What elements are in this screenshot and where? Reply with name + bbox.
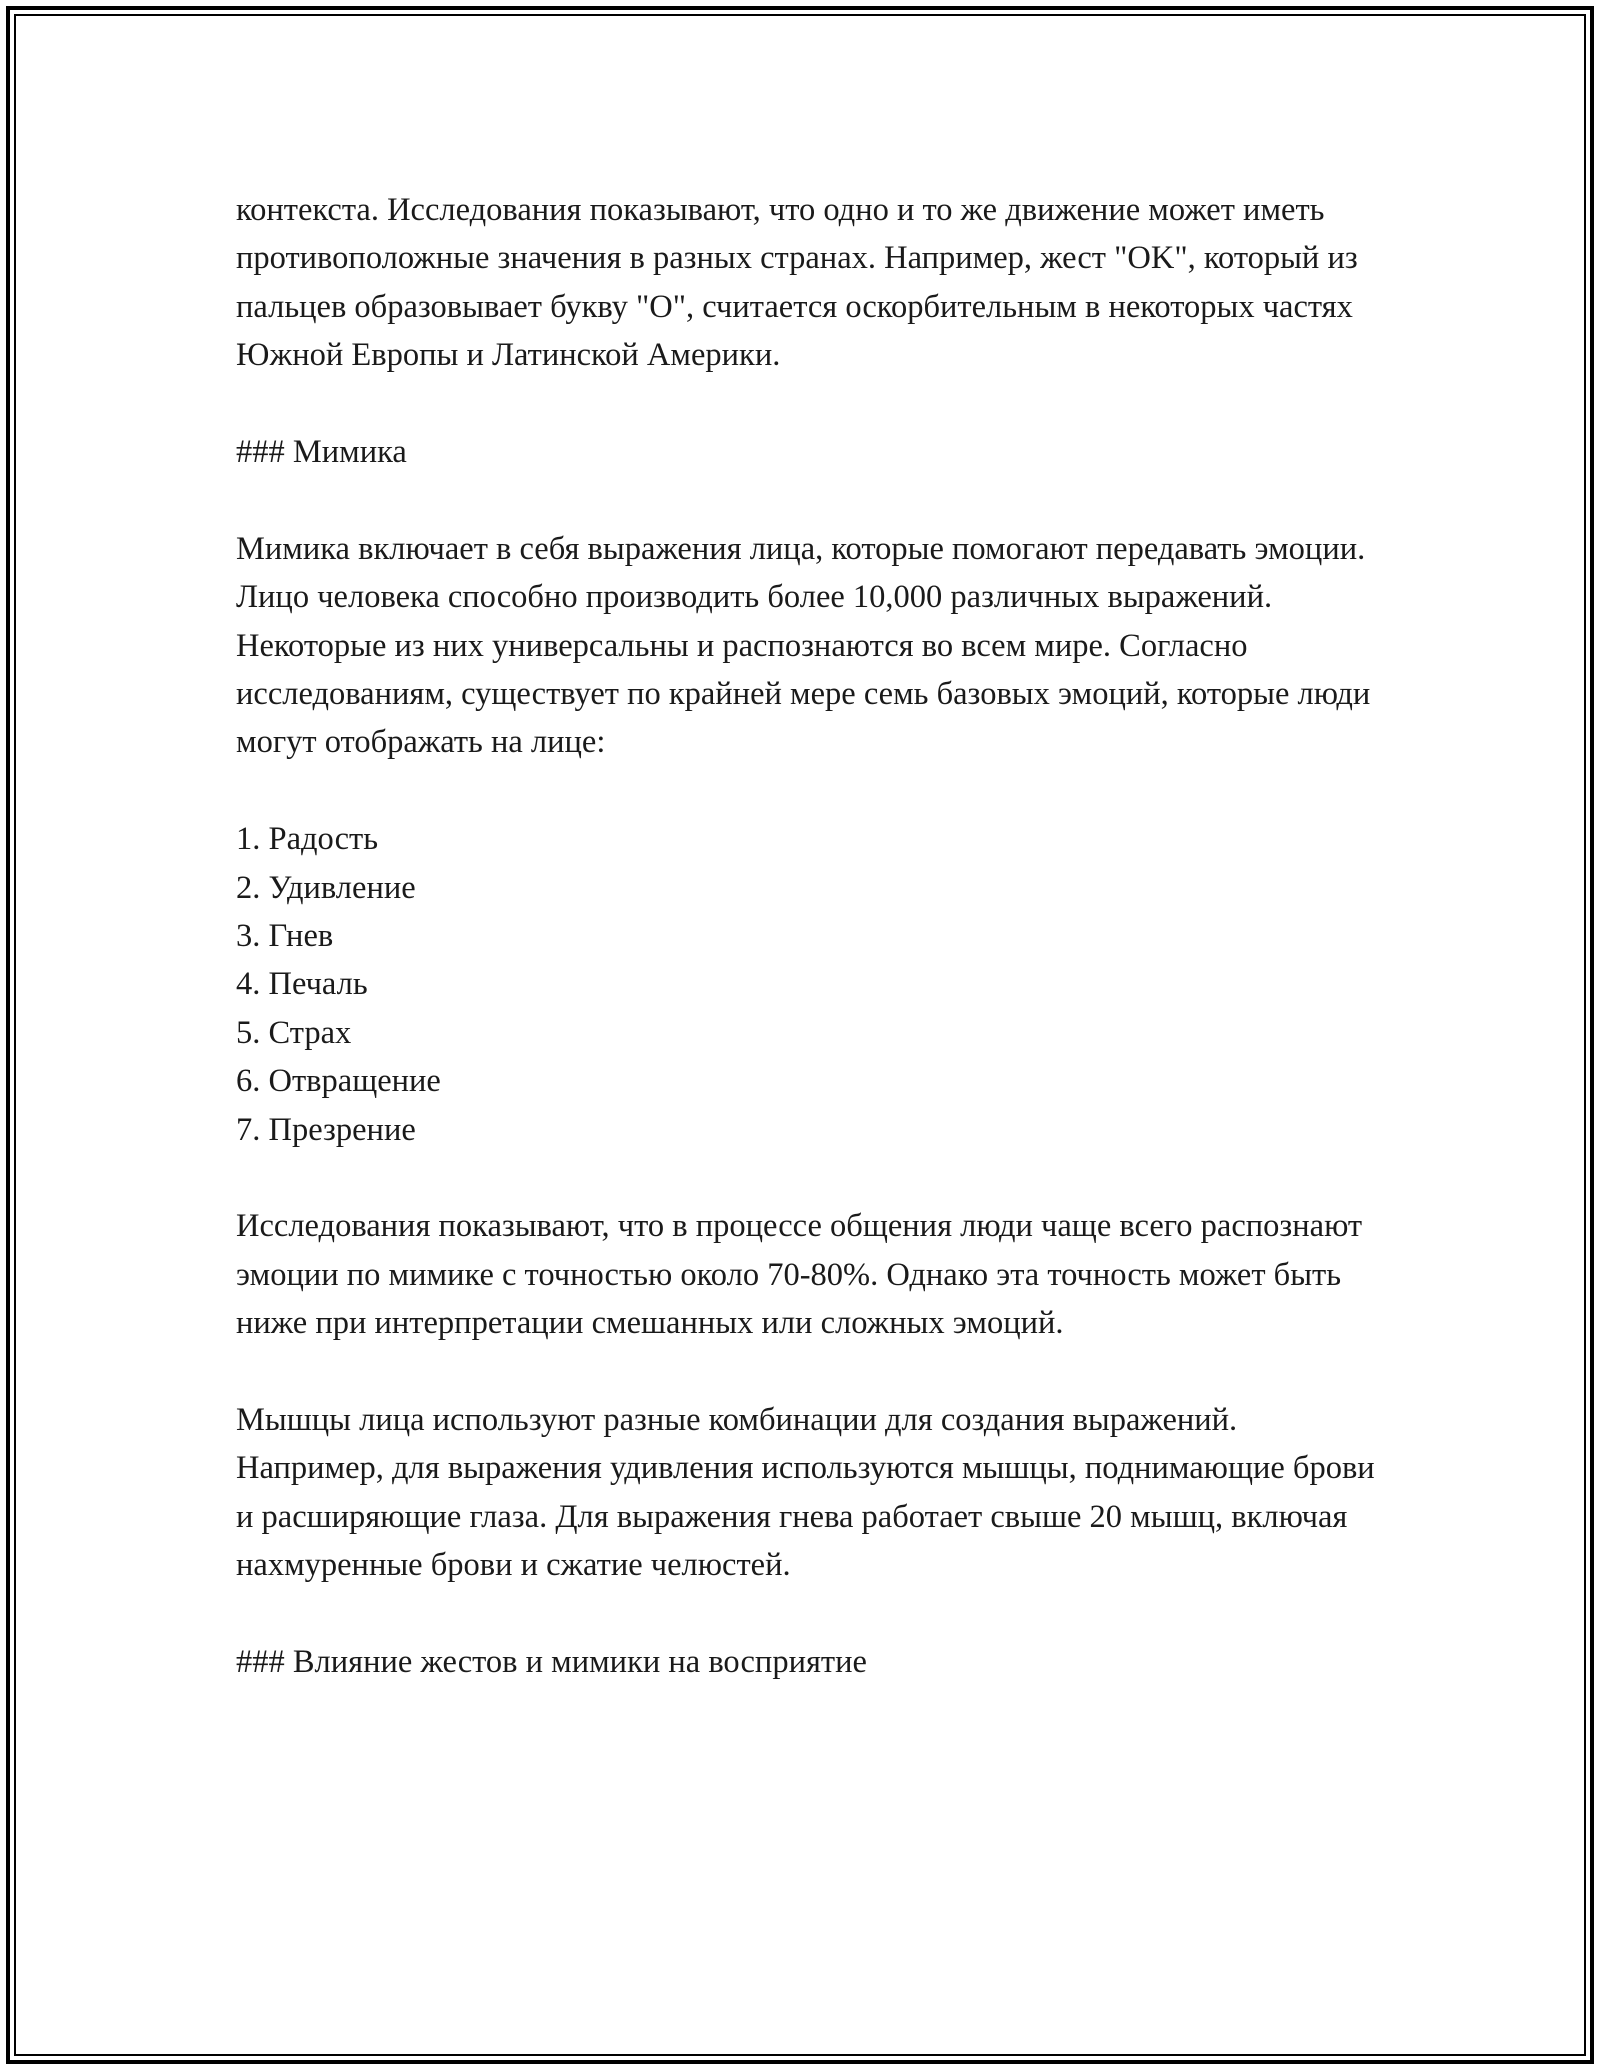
- list-item: 7. Презрение: [236, 1111, 416, 1148]
- heading-mimika: ### Мимика: [236, 434, 407, 471]
- list-item: 2. Удивление: [236, 869, 416, 906]
- list-item: 4. Печаль: [236, 966, 368, 1003]
- paragraph-context: контекста. Исследования показывают, что одно и то же движение может иметь противоположные значения в разных странах. Например, жест "OK", который из пальцев образовывает букву "O", считается оскорбительным в некоторых частях Южной Европы и Латинской Америки.: [236, 192, 1358, 374]
- emotions-list: [236, 815, 1386, 1154]
- list-item: 5. Страх: [236, 1014, 352, 1051]
- document-body: [236, 186, 1386, 1735]
- paragraph-recognition-accuracy: Исследования показывают, что в процессе общения люди чаще всего распознают эмоции по мимике с точностью около 70-80%. Однако эта точность может быть ниже при интерпретации смешанных или сложных эмоций.: [236, 1208, 1363, 1342]
- paragraph-mimika-intro: Мимика включает в себя выражения лица, которые помогают передавать эмоции. Лицо человека способно производить более 10,000 различных выражений. Некоторые из них универсальны и распознаются во всем мире. Согласно исследованиям, существует по крайней мере семь базовых эмоций, которые люди могут отображать на лице:: [236, 530, 1371, 761]
- paragraph-facial-muscles: Мышцы лица используют разные комбинации для создания выражений. Например, для выражения удивления используются мышцы, поднимающие брови и расширяющие глаза. Для выражения гнева работает свыше 20 мышц, включая нахмуренные брови и сжатие челюстей.: [236, 1402, 1375, 1584]
- heading-influence: ### Влияние жестов и мимики на восприятие: [236, 1644, 867, 1681]
- list-item: 3. Гнев: [236, 918, 334, 955]
- list-item: 6. Отвращение: [236, 1063, 441, 1100]
- list-item: 1. Радость: [236, 821, 379, 858]
